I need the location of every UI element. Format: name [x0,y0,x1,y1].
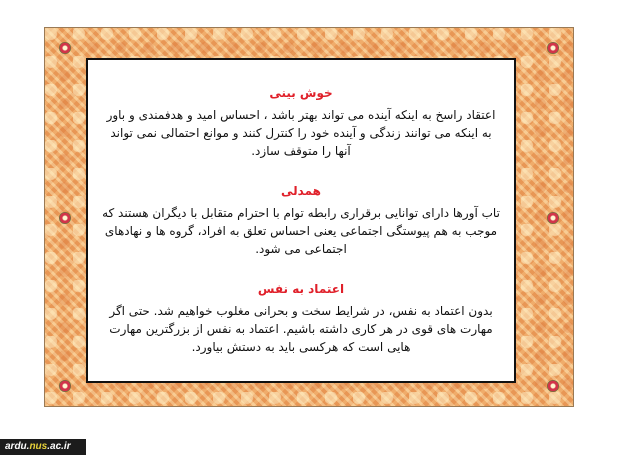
section-text: بدون اعتماد به نفس، در شرایط سخت و بحرانی مغلوب خواهیم شد. حتی اگر مهارت های قوی در هر کاری داشته باشیم. اعتماد به نفس از بزرگترین مهارت هایی است که هرکسی باید به دستش بیاورد. [109,304,493,354]
section-empathy [102,182,500,258]
watermark-highlight: nus [29,441,48,452]
corner-flower-top-left [59,42,71,54]
site-watermark [0,439,86,455]
watermark-suffix: .ac.ir [47,441,71,452]
corner-flower-bottom-right [547,380,559,392]
slide-frame [44,27,574,407]
section-text: تاب آورها دارای توانایی برقراری رابطه توام با احترام متقابل با دیگران هستند که موجب به هم پیوستگی اجتماعی یعنی احساس تعلق به افراد، گروه ها و نهادهای اجتماعی می شود. [102,206,500,256]
section-title: همدلی [281,184,321,198]
section-title: خوش بینی [269,86,333,100]
side-flower-right [547,212,559,224]
content-panel [86,58,516,383]
corner-flower-bottom-left [59,380,71,392]
section-text: اعتقاد راسخ به اینکه آینده می تواند بهتر باشد ، احساس امید و هدفمندی و باور به اینکه می توانند زندگی و آینده خود را کنترل کنند و موانع احتمالی نمی تواند آنها را متوقف سازد. [106,108,496,158]
watermark-prefix: ardu. [5,441,30,452]
corner-flower-top-right [547,42,559,54]
side-flower-left [59,212,71,224]
section-self-confidence [102,280,500,356]
section-optimism [102,84,500,160]
section-title: اعتماد به نفس [257,282,345,296]
